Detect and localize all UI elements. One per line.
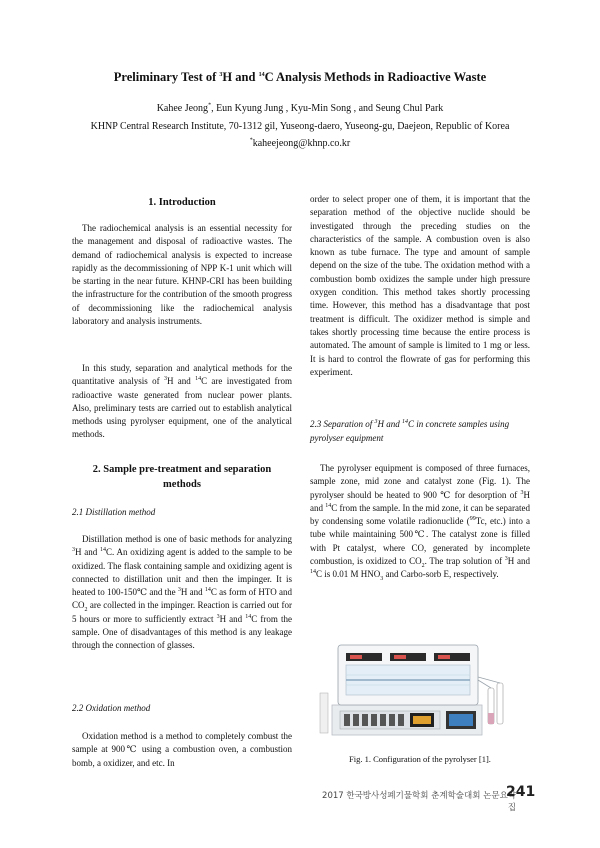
corresponding-mark: * bbox=[208, 102, 212, 109]
text: H and bbox=[377, 419, 402, 429]
sup: 3 bbox=[177, 587, 181, 594]
section-heading-pretreatment bbox=[72, 462, 292, 492]
title-sup: 3 bbox=[219, 71, 223, 78]
text: In this study, separation and analytical methods for the quantitative analysis of bbox=[72, 363, 292, 387]
sup: 3 bbox=[163, 376, 167, 383]
email: kaheejeong@khnp.co.kr bbox=[252, 138, 351, 149]
sup: 3 bbox=[374, 419, 378, 425]
text: H and bbox=[180, 587, 205, 598]
text: Distillation method is one of basic methods for analyzing bbox=[82, 534, 292, 544]
text: H and bbox=[310, 489, 530, 513]
text: and Carbo-sorb E, respectively. bbox=[383, 569, 499, 580]
text: H and bbox=[507, 556, 531, 567]
text: are collected in the impinger. Reaction is carried out for 5 hours or more to sufficiently extract bbox=[72, 600, 292, 624]
title-text: C Analysis Methods in Radioactive Waste bbox=[264, 70, 487, 84]
text: C from the sample. In the mid zone, it can be separated by condensing some volatile radionuclide ( bbox=[310, 502, 530, 527]
page-number: 241 bbox=[506, 784, 536, 800]
text: H and bbox=[75, 547, 100, 558]
author-name: Kahee Jeong bbox=[156, 103, 209, 114]
text: 2.3 Separation of bbox=[310, 419, 375, 429]
heading-line: methods bbox=[163, 479, 201, 490]
heading-line: 2. Sample pre-treatment and separation bbox=[92, 464, 272, 475]
oxidation-paragraph-continued: order to select proper one of them, it is important that the separation method of the objective nuclide should be investigated through the preceding studies on the characteristics of the sample. A combustion oven is also known as tube furnace. The type and amount of sample depend on the size of the tube. The oxidation method with a combustion bomb oxidizes the sample under high pressure oxygen condition. This method takes shortly processing time. However, this method has a disadvantage that post treatment is difficult. The oxidizer method is simple and takes shortly processing time because the entire process is automated. The amount of sample is limited to 1 mg or less. It is hard to control the flowrate of gas for performing this experiment. bbox=[310, 194, 530, 377]
pyrolyser-paragraph bbox=[310, 462, 530, 582]
distillation-paragraph bbox=[72, 533, 292, 653]
sup: 14 bbox=[325, 502, 332, 509]
intro-paragraph-2 bbox=[72, 362, 292, 442]
pyrolyser-illustration bbox=[318, 633, 508, 743]
sup: 14 bbox=[310, 569, 316, 576]
sup: 3 bbox=[216, 613, 220, 620]
oxidation-paragraph-start: Oxidation method is a method to completely combust the sample at 900℃ using a combustion oven, a combustion bomb, a oxidizer, and etc. In bbox=[72, 731, 292, 768]
title-sup: 14 bbox=[258, 71, 265, 78]
affiliation: KHNP Central Research Institute, 70-1312 gil, Yuseong-daero, Yuseong-gu, Daejeon, Republic of Korea bbox=[90, 121, 510, 132]
sup: 99 bbox=[469, 516, 476, 523]
title-text: Preliminary Test of bbox=[113, 70, 220, 84]
subsection-heading-distillation: 2.1 Distillation method bbox=[72, 507, 156, 517]
text: C as form of HTO and CO bbox=[72, 587, 292, 611]
subsection-heading-oxidation: 2.2 Oxidation method bbox=[72, 703, 151, 713]
text: H and bbox=[219, 613, 246, 624]
subsection-heading-pyrolyser bbox=[310, 418, 530, 445]
figure-caption: Fig. 1. Configuration of the pyrolyser [1]. bbox=[349, 754, 491, 764]
sup: 14 bbox=[402, 419, 408, 425]
sub: 2 bbox=[84, 607, 88, 614]
sup: 3 bbox=[72, 547, 75, 554]
sup: 14 bbox=[195, 376, 202, 383]
text: The pyrolyser equipment is composed of three furnaces, sample zone, mid zone and catalyst zone (Fig. 1). The pyrolyser should be heated to 900 ℃ for desorption of bbox=[310, 463, 530, 500]
intro-paragraph-1: The radiochemical analysis is an essential necessity for the management and disposal of radioactive wastes. The demand of radiochemical analysis is expected to increase rapidly as the decommissioning of NPP K-1 unit which will be starting in the near future. KHNP-CRI has been building the infrastructure for the contribution of the smooth progress of decommissioning like the radiochemical analysis laboratory and analysis instruments. bbox=[72, 223, 292, 327]
sup: 3 bbox=[520, 489, 524, 496]
corresponding-mark: * bbox=[249, 137, 253, 144]
sup: 3 bbox=[504, 556, 508, 563]
title-text: H and bbox=[222, 70, 259, 84]
text: . The trap solution of bbox=[424, 556, 505, 567]
sup: 14 bbox=[204, 587, 211, 594]
section-heading-introduction: 1. Introduction bbox=[148, 197, 216, 208]
email-line bbox=[40, 138, 560, 149]
text: Tc, etc.) into a tube while maintaining 500℃. The catalyst zone is filled with Pt catalyst, where CO, generated by incomplete combustion, is oxidized to CO bbox=[310, 516, 530, 567]
text: C in concrete samples using pyrolyser equipment bbox=[310, 419, 510, 443]
text: C are investigated from radioactive waste generated from nuclear power plants. Also, preliminary tests are carried out to establish analytical methods using pyrolyser equipment, one of the analytical methods. bbox=[72, 376, 292, 440]
pyrolyser-figure bbox=[318, 633, 508, 743]
journal-footer: 2017 한국방사성폐기물학회 춘계학술대회 논문요약집 bbox=[322, 791, 516, 813]
text: C is 0.01 M HNO bbox=[316, 569, 381, 580]
author-names: , Eun Kyung Jung , Kyu-Min Song , and Seung Chul Park bbox=[211, 103, 444, 114]
paper-title bbox=[40, 70, 560, 85]
sup: 14 bbox=[99, 547, 106, 554]
text: C. An oxidizing agent is added to the sample to be oxidized. The flask containing sample and oxidizing agent is connected to distillation unit and then the impinger. It is heated to 100-150℃ and the bbox=[72, 547, 293, 598]
sub: 3 bbox=[380, 576, 384, 583]
text: H and bbox=[166, 376, 196, 387]
text: C from the sample. One of disadvantages of this method is any leakage through the connection of glasses. bbox=[72, 613, 292, 651]
sup: 14 bbox=[245, 613, 252, 620]
author-list bbox=[40, 103, 560, 114]
sub: 2 bbox=[421, 562, 425, 569]
